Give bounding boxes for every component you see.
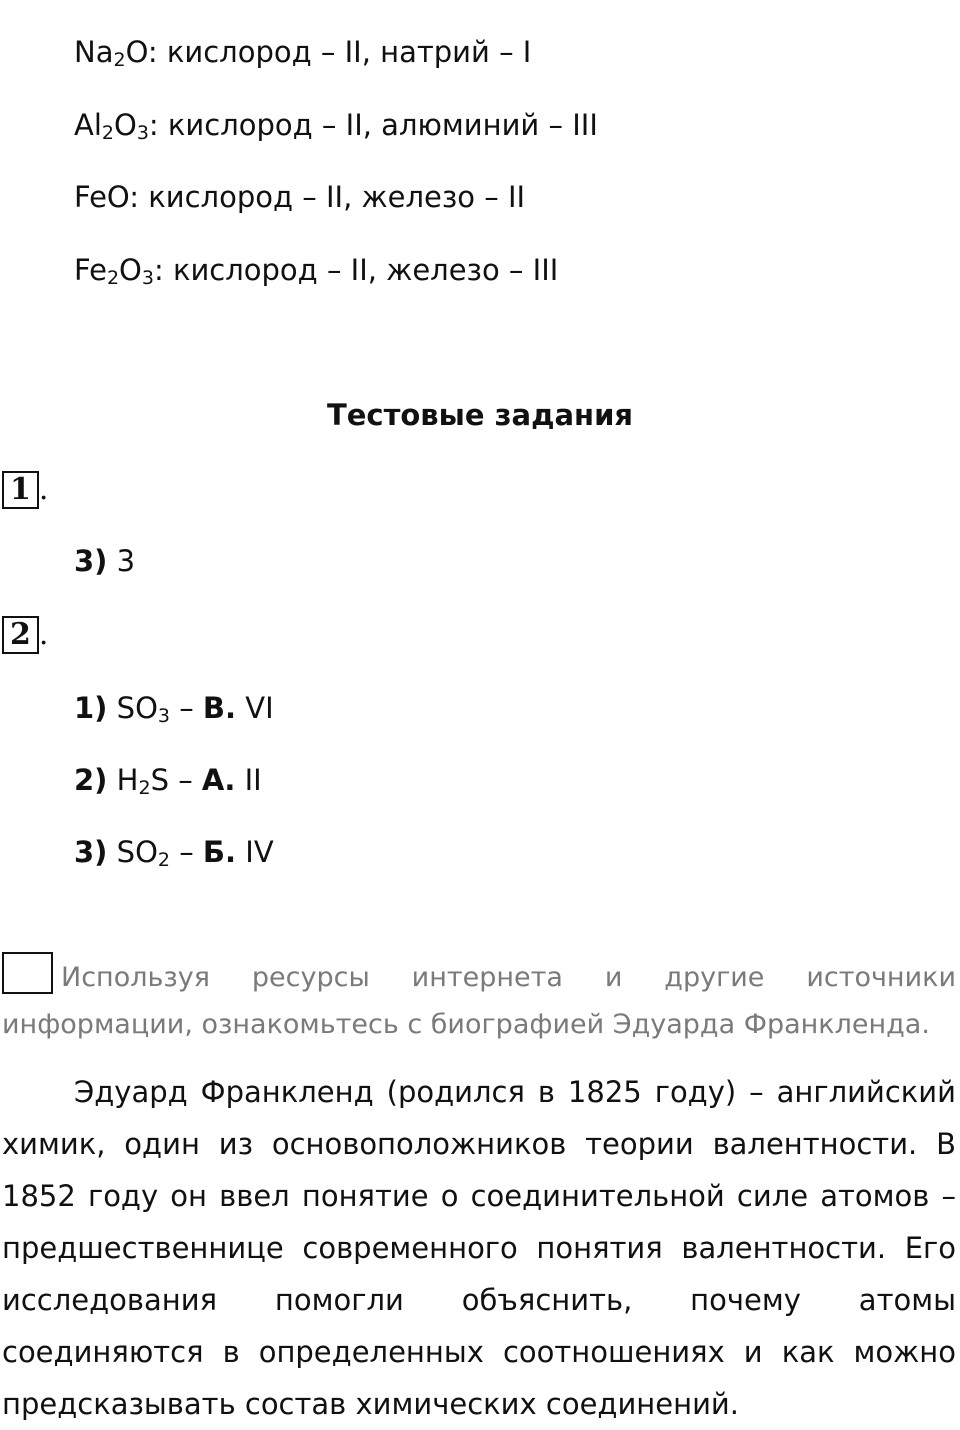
- valence-line: $Fe_2O_3$: кислород – II, железо – III: [74, 253, 559, 289]
- answer-paragraph: Эдуард Франкленд (родился в 1825 году) – английский химик, один из основоположников теории валентности. В 1852 году он ввел понятие о соединительной силе атомов – предшественнице современного понятия валентности. Его исследования помогли объяснить, почему атомы соединяются в определенных соотношениях и как можно предсказывать состав химических соединений.: [2, 1075, 956, 1421]
- task-answer: 2) $H_2S$ – А. II: [74, 763, 262, 799]
- assignment-text: Используя ресурсы интернета и другие источники информации, ознакомьтесь с биографией Эдуарда Франкленда.: [2, 952, 956, 1048]
- valence-line: $Al_2O_3$: кислород – II, алюминий – III: [74, 108, 598, 144]
- task-number: 2 .: [2, 616, 48, 654]
- task-answer: 3) $SO_2$ – Б. IV: [74, 835, 274, 871]
- section-heading: Тестовые задания: [326, 398, 634, 432]
- valence-line: $Na_2O$: кислород – II, натрий – I: [74, 35, 532, 71]
- task-answer: 3) 3: [74, 544, 136, 578]
- task-number-box: 1: [2, 471, 39, 509]
- task-number: 1 .: [2, 471, 48, 509]
- task-answer: 1) $SO_3$ – В. VI: [74, 691, 274, 727]
- assignment-icon-box: [2, 952, 53, 994]
- valence-line: FeO: кислород – II, железо – II: [74, 180, 526, 214]
- task-number-box: 2: [2, 616, 39, 654]
